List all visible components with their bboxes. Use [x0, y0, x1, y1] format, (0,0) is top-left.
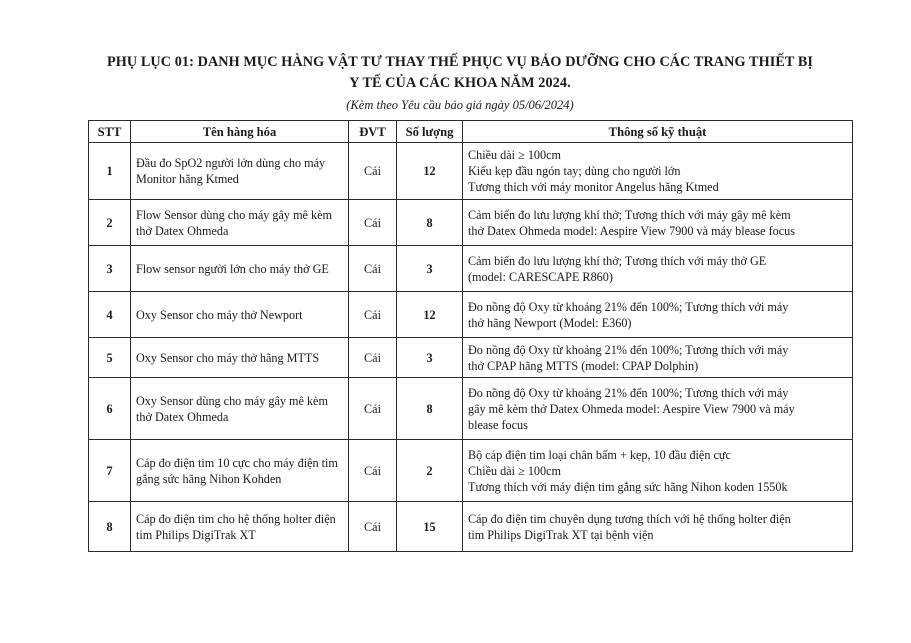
header-name: Tên hàng hóa [131, 121, 349, 143]
row-item-name: Cáp đo điện tim 10 cực cho máy điện tim gắng sức hãng Nihon Kohden [131, 440, 349, 502]
row-item-name: Flow Sensor dùng cho máy gây mê kèm thở Datex Ohmeda [131, 200, 349, 246]
row-specification [463, 246, 853, 292]
row-item-name: Oxy Sensor cho máy thở hãng MTTS [131, 338, 349, 378]
spec-line: thở CPAP hãng MTTS (model: CPAP Dolphin) [468, 358, 699, 373]
spec-line: Đo nồng độ Oxy từ khoảng 21% đến 100%; Tương thích với máy [468, 385, 789, 400]
table-row [89, 378, 853, 440]
table-row [89, 246, 853, 292]
row-specification [463, 378, 853, 440]
table-row [89, 143, 853, 200]
row-stt: 1 [89, 143, 131, 200]
row-unit: Cái [349, 200, 397, 246]
table-row [89, 440, 853, 502]
row-quantity: 8 [397, 200, 463, 246]
document-title-line-1: PHỤ LỤC 01: DANH MỤC HÀNG VẬT TƯ THAY THẾ PHỤC VỤ BẢO DƯỠNG CHO CÁC TRANG THIẾT BỊ [106, 54, 814, 70]
table-row [89, 292, 853, 338]
row-specification [463, 338, 853, 378]
row-stt: 3 [89, 246, 131, 292]
row-unit: Cái [349, 440, 397, 502]
row-specification [463, 143, 853, 200]
spec-line: (model: CARESCAPE R860) [468, 269, 613, 284]
table-row [89, 200, 853, 246]
row-unit: Cái [349, 143, 397, 200]
row-stt: 2 [89, 200, 131, 246]
header-spec: Thông số kỹ thuật [463, 121, 853, 143]
spec-line: gây mê kèm thở Datex Ohmeda model: Aespire View 7900 và máy [468, 401, 795, 416]
table-body [89, 143, 853, 552]
document-title-line-2: Y TẾ CỦA CÁC KHOA NĂM 2024. [349, 75, 571, 91]
row-unit: Cái [349, 292, 397, 338]
row-quantity: 8 [397, 378, 463, 440]
row-stt: 5 [89, 338, 131, 378]
row-specification [463, 200, 853, 246]
row-unit: Cái [349, 502, 397, 552]
spec-line: Chiều dài ≥ 100cm [468, 148, 562, 162]
row-stt: 6 [89, 378, 131, 440]
row-stt: 7 [89, 440, 131, 502]
row-unit: Cái [349, 338, 397, 378]
row-item-name: Flow sensor người lớn cho máy thở GE [131, 246, 349, 292]
table-row [89, 338, 853, 378]
spec-line: Cảm biến đo lưu lượng khí thở; Tương thích với máy gây mê kèm [468, 207, 791, 222]
row-unit: Cái [349, 378, 397, 440]
spec-line: Tương thích với máy điện tim gắng sức hãng Nihon koden 1550k [468, 479, 788, 494]
row-quantity: 12 [397, 143, 463, 200]
header-qty: Số lượng [397, 121, 463, 143]
spec-line: Đo nồng độ Oxy từ khoảng 21% đến 100%; Tương thích với máy [468, 299, 789, 314]
row-quantity: 15 [397, 502, 463, 552]
row-item-name: Đầu đo SpO2 người lớn dùng cho máy Monitor hãng Ktmed [131, 143, 349, 200]
items-table [88, 120, 853, 552]
spec-line: Cảm biến đo lưu lượng khí thở; Tương thích với máy thở GE [468, 253, 767, 268]
row-unit: Cái [349, 246, 397, 292]
table-header-row [89, 121, 853, 143]
spec-line: blease focus [468, 417, 528, 432]
document-subtitle: (Kèm theo Yêu cầu báo giá ngày 05/06/2024) [346, 98, 574, 112]
row-quantity: 3 [397, 246, 463, 292]
row-item-name: Cáp đo điện tim cho hệ thống holter điện tim Philips DigiTrak XT [131, 502, 349, 552]
spec-line: thở Datex Ohmeda model: Aespire View 7900 và máy blease focus [468, 223, 796, 238]
row-specification [463, 502, 853, 552]
spec-line: tim Philips DigiTrak XT tại bệnh viện [468, 527, 654, 542]
spec-line: Cáp đo điện tim chuyên dụng tương thích với hệ thống holter điện [468, 511, 791, 526]
row-quantity: 3 [397, 338, 463, 378]
spec-line: Kiểu kẹp đầu ngón tay; dùng cho người lớn [468, 164, 681, 178]
row-item-name: Oxy Sensor dùng cho máy gây mê kèm thở Datex Ohmeda [131, 378, 349, 440]
row-quantity: 2 [397, 440, 463, 502]
header-dvt: ĐVT [349, 121, 397, 143]
spec-line: thở hãng Newport (Model: E360) [468, 315, 632, 330]
row-item-name: Oxy Sensor cho máy thở Newport [131, 292, 349, 338]
table-row [89, 502, 853, 552]
spec-line: Bộ cáp điện tim loại chân bấm + kẹp, 10 đầu điện cực [468, 447, 731, 462]
header-stt: STT [89, 121, 131, 143]
row-quantity: 12 [397, 292, 463, 338]
spec-line: Đo nồng độ Oxy từ khoảng 21% đến 100%; Tương thích với máy [468, 342, 789, 357]
row-specification [463, 292, 853, 338]
row-stt: 8 [89, 502, 131, 552]
spec-line: Tương thích với máy monitor Angelus hãng Ktmed [468, 180, 719, 194]
spec-line: Chiều dài ≥ 100cm [468, 463, 562, 478]
row-stt: 4 [89, 292, 131, 338]
row-specification [463, 440, 853, 502]
